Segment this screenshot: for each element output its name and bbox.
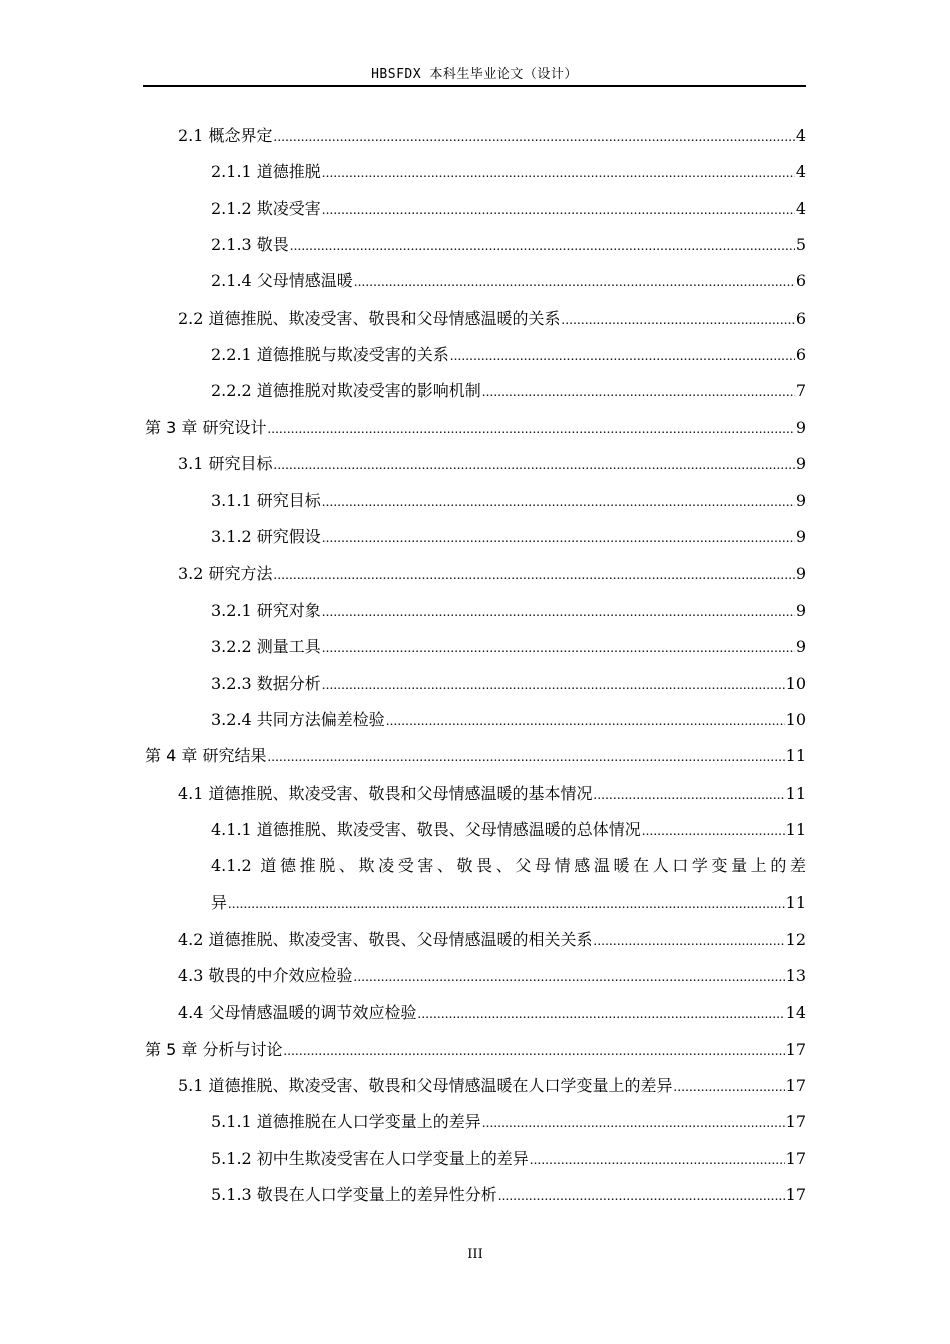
toc-entry[interactable] [178,453,806,475]
toc-entry[interactable] [178,929,806,951]
toc-leader [274,455,795,477]
toc-entry[interactable] [211,819,806,841]
toc-entry-label-line1[interactable]: 4.1.2 道德推脱、欺凌受害、敬畏、父母情感温暖在人口学变量上的差 [211,856,806,875]
toc-entry-label: 3.1 研究目标 [178,454,273,473]
toc-entry-page: 7 [795,381,806,400]
toc-leader [322,638,795,660]
toc-entry-label: 5.1.1 道德推脱在人口学变量上的差异 [211,1112,481,1131]
toc-entry[interactable] [211,892,806,914]
toc-entry-label: 5.1.2 初中生欺凌受害在人口学变量上的差异 [211,1149,529,1168]
toc-entry-label: 3.2 研究方法 [178,564,273,583]
toc-entry-page: 5 [795,235,806,254]
toc-entry-label: 4.2 道德推脱、欺凌受害、敬畏、父母情感温暖的相关关系 [178,930,593,949]
toc-entry[interactable] [178,563,806,585]
toc-entry[interactable] [211,380,806,402]
toc-entry[interactable] [211,1148,806,1170]
toc-entry[interactable] [178,783,806,805]
toc-entry-label: 3.1.1 研究目标 [211,491,321,510]
toc-entry-page: 9 [795,564,806,583]
toc-entry-label: 3.2.3 数据分析 [211,674,321,693]
toc-entry-page: 4 [795,199,806,218]
toc-leader [322,528,795,550]
toc-leader [267,419,794,441]
toc-entry-page: 11 [785,820,806,839]
toc-leader [322,602,795,624]
toc-entry-label: 3.2.4 共同方法偏差检验 [211,710,385,729]
toc-entry-label: 2.1.3 敬畏 [211,235,289,254]
toc-entry[interactable] [178,308,806,330]
toc-leader [482,382,795,404]
toc-entry[interactable] [211,673,806,695]
toc-entry-page: 14 [785,1003,806,1022]
toc-leader [274,565,795,587]
toc-entry-page: 12 [785,930,806,949]
toc-entry[interactable] [211,526,806,548]
toc-leader [322,675,785,697]
toc-entry[interactable] [211,709,806,731]
toc-entry-label: 4.1 道德推脱、欺凌受害、敬畏和父母情感温暖的基本情况 [178,784,593,803]
toc-entry-label: 3.2.1 研究对象 [211,601,321,620]
toc-entry-page: 4 [795,126,806,145]
toc-entry-page: 17 [785,1040,806,1059]
toc-entry-page: 9 [795,418,806,437]
toc-entry[interactable] [211,198,806,220]
toc-entry-page: 6 [795,309,806,328]
toc-entry-label: 异 [211,893,228,912]
toc-entry-page: 9 [795,601,806,620]
toc-entry-page: 17 [785,1185,806,1204]
toc-entry-page: 17 [785,1149,806,1168]
page-header-title: HBSFDX 本科生毕业论文（设计） [371,67,578,82]
toc-leader [562,310,795,332]
toc-chapter-entry[interactable] [145,745,806,767]
toc-entry-label: 第 4 章 研究结果 [145,746,267,765]
toc-entry-label: 2.2.2 道德推脱对欺凌受害的影响机制 [211,381,481,400]
toc-leader [674,1077,785,1099]
toc-entry-label: 第 3 章 研究设计 [145,418,267,437]
toc-entry-page: 9 [795,637,806,656]
toc-entry-page: 10 [785,674,806,693]
toc-leader [228,894,785,916]
toc-leader [322,492,795,514]
toc-entry[interactable] [178,1002,806,1024]
toc-entry[interactable] [211,234,806,256]
toc-entry-page: 11 [785,746,806,765]
toc-entry-page: 6 [795,271,806,290]
toc-leader [642,821,785,843]
toc-leader [322,163,795,185]
toc-entry[interactable] [211,490,806,512]
toc-entry-label: 3.2.2 测量工具 [211,637,321,656]
toc-entry[interactable] [211,270,806,292]
header-rule [143,85,806,87]
toc-entry-label: 4.1.1 道德推脱、欺凌受害、敬畏、父母情感温暖的总体情况 [211,820,641,839]
toc-leader [530,1150,785,1172]
toc-entry-label: 2.1.1 道德推脱 [211,162,321,181]
toc-leader [274,127,795,149]
toc-entry-label: 3.1.2 研究假设 [211,527,321,546]
toc-leader [386,711,785,733]
toc-entry[interactable] [211,1184,806,1206]
toc-entry-label: 4.4 父母情感温暖的调节效应检验 [178,1003,417,1022]
toc-entry-page: 13 [785,966,806,985]
toc-leader [482,1113,785,1135]
toc-leader [450,346,795,368]
toc-entry-page: 17 [785,1112,806,1131]
toc-entry-page: 9 [795,491,806,510]
toc-entry-page: 9 [795,454,806,473]
toc-leader [594,931,785,953]
toc-entry[interactable] [211,1111,806,1133]
toc-entry-page: 4 [795,162,806,181]
toc-entry[interactable] [178,965,806,987]
toc-leader [267,747,784,769]
toc-entry-page: 10 [785,710,806,729]
toc-entry[interactable] [211,161,806,183]
toc-chapter-entry[interactable] [145,1039,806,1061]
toc-entry-label: 5.1 道德推脱、欺凌受害、敬畏和父母情感温暖在人口学变量上的差异 [178,1076,673,1095]
toc-entry-label: 2.2.1 道德推脱与欺凌受害的关系 [211,345,449,364]
toc-chapter-entry[interactable] [145,417,806,439]
toc-entry-page: 9 [795,527,806,546]
toc-entry-page: 11 [785,893,806,912]
toc-entry-label: 2.2 道德推脱、欺凌受害、敬畏和父母情感温暖的关系 [178,309,561,328]
toc-leader [322,200,795,222]
toc-entry-label: 2.1.4 父母情感温暖 [211,271,353,290]
page-number: III [467,1247,483,1262]
toc-leader [498,1186,785,1208]
toc-leader [418,1004,785,1026]
toc-entry-label: 2.1 概念界定 [178,126,273,145]
toc-entry-label: 4.3 敬畏的中介效应检验 [178,966,353,985]
toc-leader [354,967,785,989]
toc-entry-label: 5.1.3 敬畏在人口学变量上的差异性分析 [211,1185,497,1204]
toc-entry-label: 2.1.2 欺凌受害 [211,199,321,218]
toc-leader [354,272,795,294]
toc-entry-page: 6 [795,345,806,364]
toc-entry-page: 17 [785,1076,806,1095]
toc-leader [594,785,785,807]
toc-entry-page: 11 [785,784,806,803]
toc-entry-label: 第 5 章 分析与讨论 [145,1040,283,1059]
toc-entry[interactable] [178,1075,806,1097]
toc-entry[interactable] [211,600,806,622]
toc-entry[interactable] [178,125,806,147]
toc-leader [290,236,795,258]
toc-entry[interactable] [211,636,806,658]
toc-entry[interactable] [211,344,806,366]
toc-leader [283,1041,784,1063]
